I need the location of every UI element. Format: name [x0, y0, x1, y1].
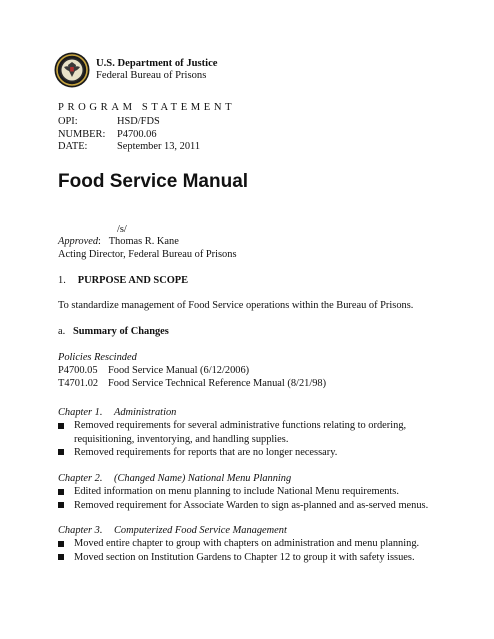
meta-label: DATE: [58, 141, 88, 152]
list-item [58, 537, 419, 551]
list-item [58, 419, 406, 433]
bullet-square-icon [58, 499, 74, 513]
bullet-square-icon [58, 446, 74, 460]
approved-line: Approved: Thomas R. Kane [58, 236, 179, 247]
doj-seal-logo [54, 52, 90, 88]
chapter-number: Chapter 2. [58, 473, 103, 484]
bullet-square-icon [58, 551, 74, 565]
list-item [58, 446, 406, 460]
approved-label: Approved [58, 236, 99, 247]
bureau-name: Federal Bureau of Prisons [96, 70, 207, 81]
meta-value: P4700.06 [117, 128, 157, 140]
policies-rescinded-list [58, 364, 326, 390]
subsection-heading [58, 325, 169, 338]
list-item [58, 377, 326, 390]
bullet-square-icon [58, 419, 74, 433]
chapter-bullets [58, 485, 428, 512]
meta-value: September 13, 2011 [117, 141, 201, 152]
approved-name: Thomas R. Kane [108, 236, 179, 247]
section-heading [58, 274, 188, 287]
policy-number: T4701.02 [58, 378, 99, 389]
chapter-title: Computerized Food Service Management [114, 525, 287, 536]
document-metadata [58, 115, 200, 153]
chapter-number: Chapter 3. [58, 525, 103, 536]
list-item [58, 364, 326, 377]
bullet-text: Edited information on menu planning to include National Menu requirements. [74, 486, 399, 497]
policy-title: Food Service Manual (6/12/2006) [108, 365, 250, 376]
bullet-square-icon [58, 485, 74, 499]
chapter-bullets [58, 537, 419, 564]
policy-title: Food Service Technical Reference Manual (8/21/98) [108, 378, 327, 389]
purpose-text: To standardize management of Food Service operations within the Bureau of Prisons. [58, 300, 414, 311]
list-item [58, 485, 428, 499]
bullet-text-continued: requisitioning, inventorying, and handling supplies. [74, 433, 289, 445]
agency-header [96, 58, 218, 82]
bullet-text: Moved section on Institution Gardens to Chapter 12 to group it with safety issues. [74, 551, 415, 563]
meta-value: HSD/FDS [117, 116, 160, 127]
policies-rescinded-heading: Policies Rescinded [58, 352, 137, 363]
policy-number: P4700.05 [58, 365, 98, 376]
chapter-title: Administration [114, 407, 177, 418]
meta-row-date [58, 140, 200, 153]
list-item [58, 551, 419, 565]
bullet-square-icon [58, 537, 74, 551]
list-item [58, 499, 428, 513]
subsection-letter: a. [58, 326, 66, 337]
meta-row-opi [58, 115, 200, 128]
bullet-text: Removed requirements for reports that are no longer necessary. [74, 446, 338, 458]
acting-title: Acting Director, Federal Bureau of Prisons [58, 249, 237, 260]
chapter-number: Chapter 1. [58, 407, 103, 418]
subsection-title: Summary of Changes [73, 326, 169, 337]
bullet-text: Removed requirement for Associate Warden to sign as-planned and as-served menus. [74, 499, 429, 511]
bullet-text: Moved entire chapter to group with chapters on administration and menu planning. [74, 538, 420, 549]
meta-row-number [58, 128, 200, 141]
meta-label: OPI: [58, 116, 78, 127]
signature-mark: /s/ [117, 224, 127, 235]
document-type: PROGRAM STATEMENT [58, 102, 236, 113]
department-name: U.S. Department of Justice [96, 58, 218, 69]
chapter-heading [58, 472, 291, 485]
chapter-heading [58, 406, 176, 419]
meta-label: NUMBER: [58, 128, 106, 140]
document-title: Food Service Manual [58, 171, 249, 192]
chapter-heading [58, 524, 287, 537]
section-title: PURPOSE AND SCOPE [77, 275, 189, 286]
chapter-bullets [58, 419, 406, 459]
chapter-title: (Changed Name) National Menu Planning [114, 473, 292, 484]
bullet-text: Removed requirements for several administrative functions relating to ordering, [74, 420, 407, 431]
section-number: 1. [58, 275, 66, 286]
